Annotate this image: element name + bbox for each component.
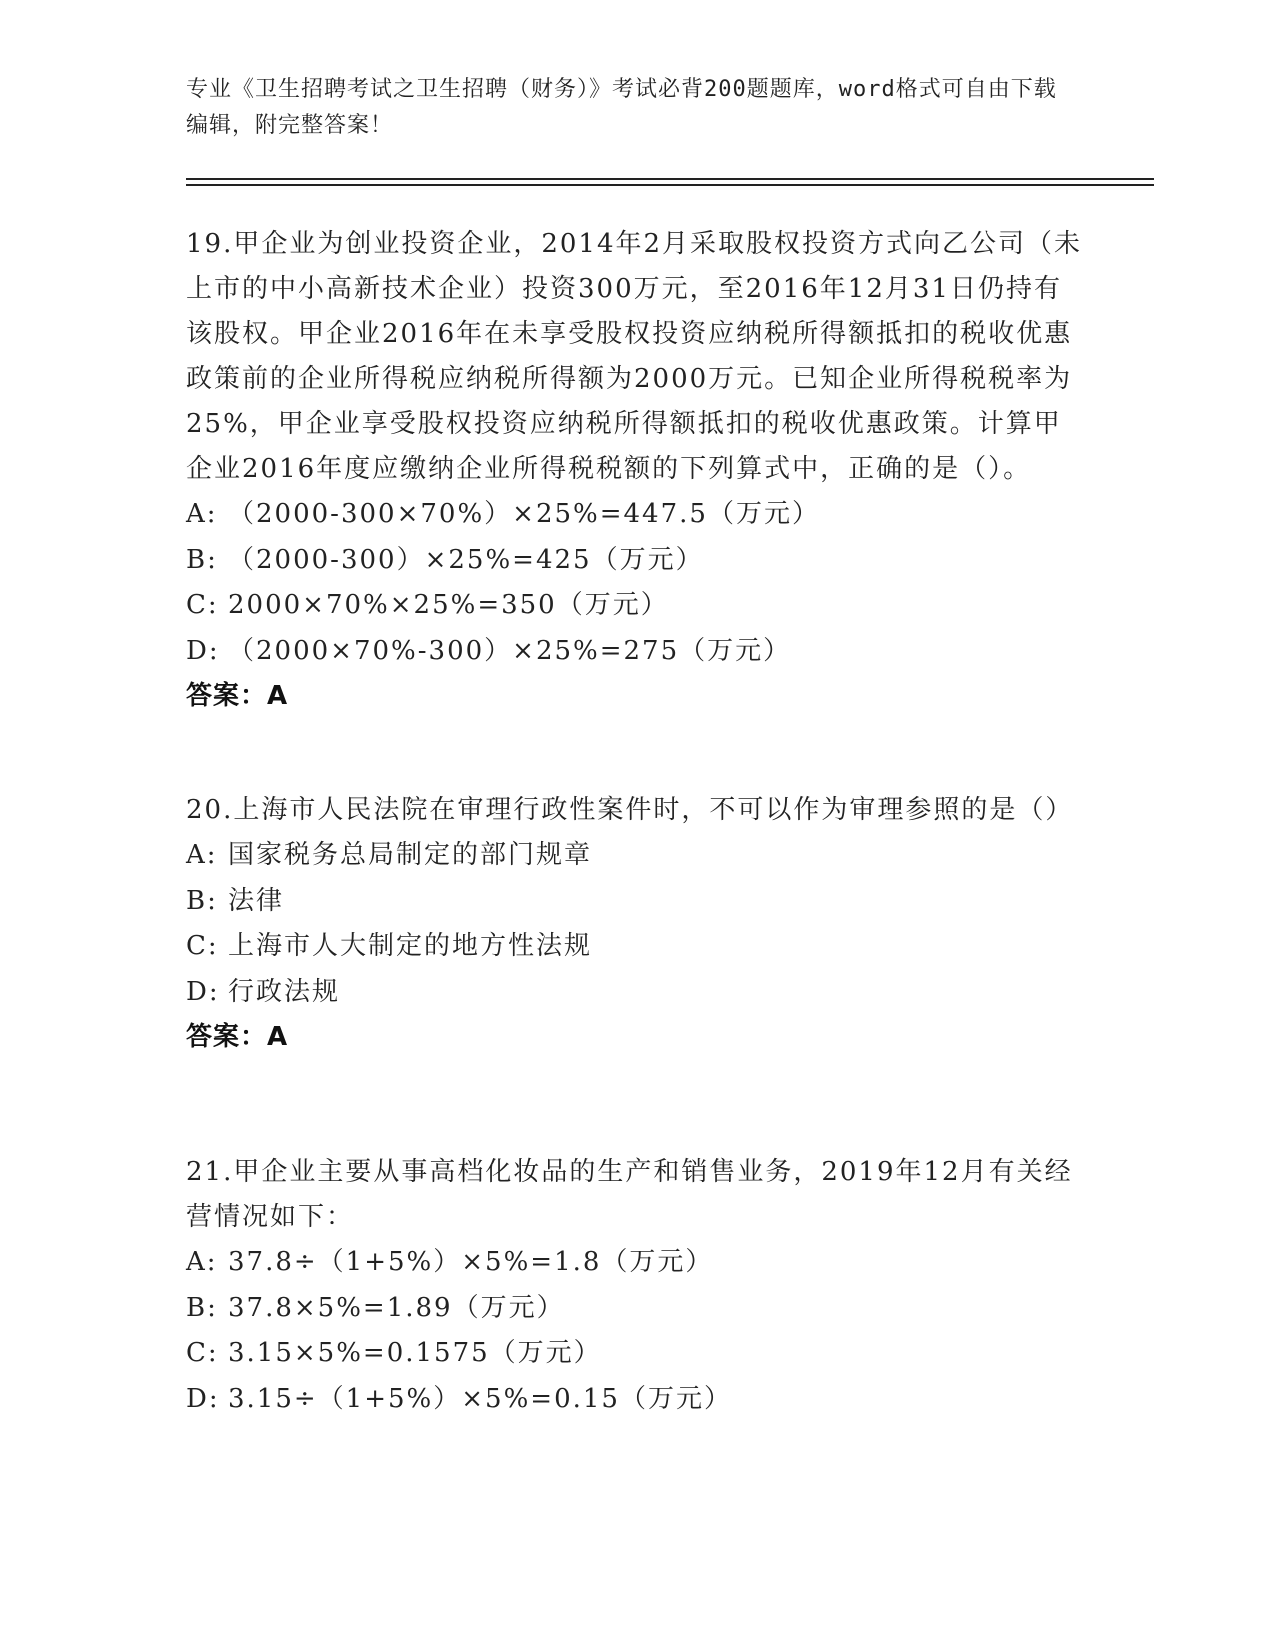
header-divider-top — [186, 178, 1154, 180]
question-stem: 21.甲企业主要从事高档化妆品的生产和销售业务，2019年12月有关经营情况如下： — [186, 1157, 1073, 1232]
option-text: 法律 — [228, 885, 285, 916]
option-key: C: — [186, 931, 219, 961]
option-text: （2000×70%-300）×25%=275（万元） — [228, 635, 792, 666]
option-key: A: — [186, 499, 218, 529]
option-text: 3.15×5%=0.1575（万元） — [228, 1338, 602, 1368]
option-key: D: — [186, 1383, 220, 1414]
option-a — [186, 492, 1086, 538]
option-key: B: — [186, 1292, 218, 1323]
question-19 — [186, 222, 1086, 719]
option-key: D: — [186, 635, 220, 666]
question-stem: 20.上海市人民法院在审理行政性案件时，不可以作为审理参照的是（） — [186, 795, 1074, 825]
question-20 — [186, 788, 1086, 1060]
option-key: A: — [186, 1247, 218, 1277]
option-d — [186, 1377, 1086, 1423]
option-text: 2000×70%×25%=350（万元） — [228, 590, 669, 620]
question-stem: 19.甲企业为创业投资企业，2014年2月采取股权投资方式向乙公司（未上市的中小高新技术企业）投资300万元，至2016年12月31日仍持有该股权。甲企业2016年在未享受股权投资应纳税所得额抵扣的税收优惠政策前的企业所得税应纳税所得额为2000万元。已知企业所得税税率为25%，甲企业享受股权投资应纳税所得额抵扣的税收优惠政策。计算甲企业2016年度应缴纳企业所得税税额的下列算式中，正确的是（）。 — [186, 229, 1083, 484]
option-text: 37.8÷（1+5%）×5%=1.8（万元） — [228, 1247, 714, 1277]
option-d — [186, 970, 1086, 1016]
option-key: B: — [186, 885, 218, 916]
document-header: 专业《卫生招聘考试之卫生招聘（财务）》考试必背200题题库，word格式可自由下载编辑，附完整答案！ — [186, 77, 1057, 138]
answer: 答案：A — [186, 1022, 289, 1052]
option-text: 上海市人大制定的地方性法规 — [228, 931, 593, 961]
option-key: C: — [186, 590, 219, 620]
option-c — [186, 924, 1086, 970]
option-text: 3.15÷（1+5%）×5%=0.15（万元） — [228, 1383, 732, 1414]
option-b — [186, 538, 1086, 584]
option-d — [186, 629, 1086, 675]
option-c — [186, 1331, 1086, 1377]
option-a — [186, 1240, 1086, 1286]
option-key: A: — [186, 840, 218, 870]
option-text: 行政法规 — [228, 976, 341, 1007]
option-text: （2000-300）×25%=425（万元） — [228, 544, 704, 575]
option-c — [186, 583, 1086, 629]
answer: 答案：A — [186, 681, 289, 711]
question-21 — [186, 1150, 1086, 1422]
header-divider-bottom — [186, 184, 1154, 186]
option-b — [186, 1286, 1086, 1332]
option-b — [186, 879, 1086, 925]
option-text: （2000-300×70%）×25%=447.5（万元） — [228, 499, 820, 529]
option-text: 国家税务总局制定的部门规章 — [228, 840, 593, 870]
option-a — [186, 833, 1086, 879]
option-key: C: — [186, 1338, 219, 1368]
option-key: D: — [186, 976, 220, 1007]
option-text: 37.8×5%=1.89（万元） — [228, 1292, 565, 1323]
option-key: B: — [186, 544, 218, 575]
